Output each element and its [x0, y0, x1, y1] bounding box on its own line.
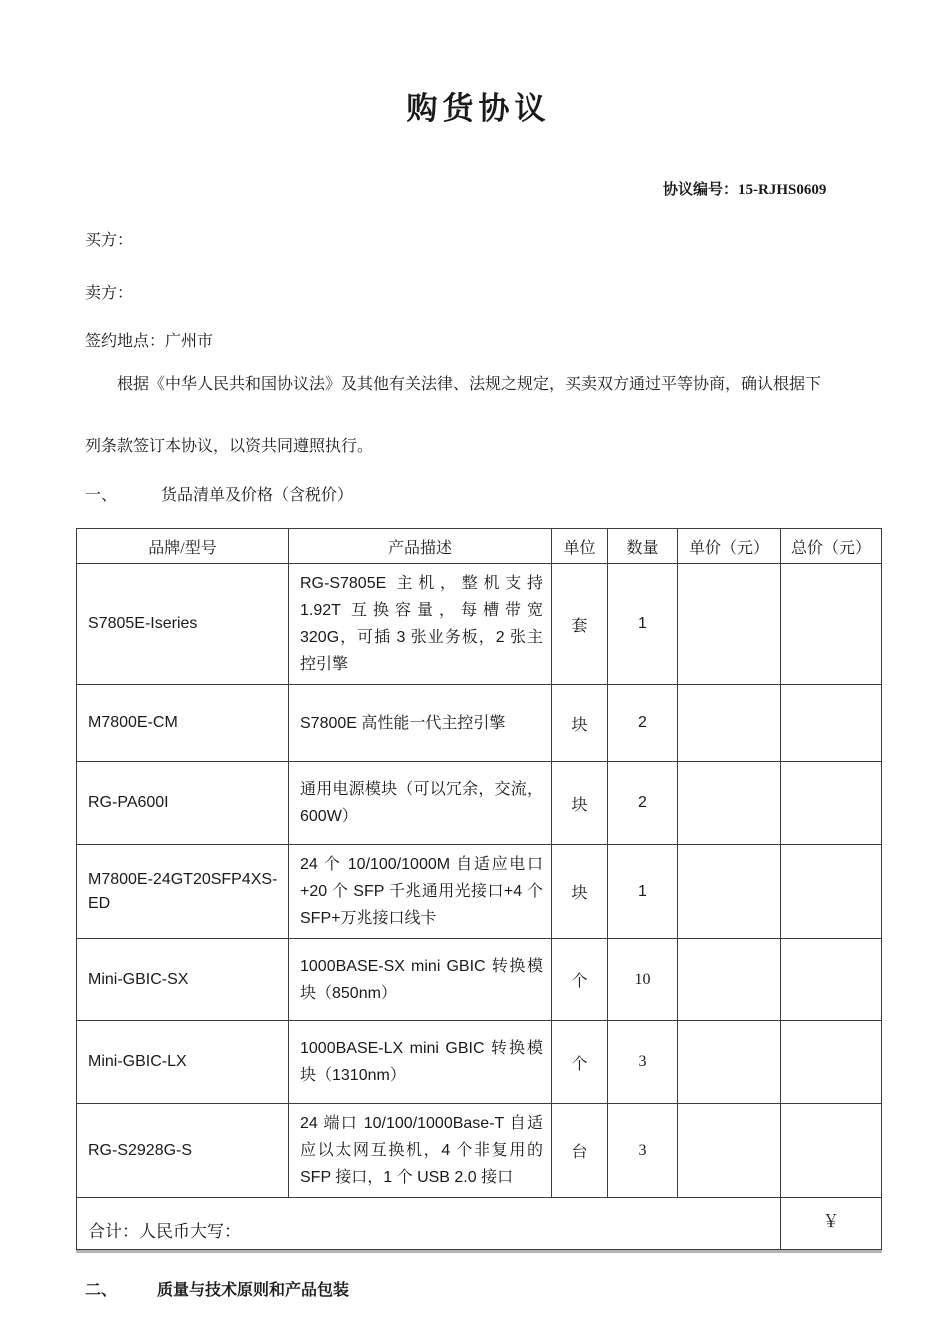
- section-2-number: 二、: [85, 1280, 118, 1299]
- section-2-title: 质量与技术原则和产品包装: [157, 1280, 350, 1299]
- section-1-title: 货品清单及价格（含税价）: [161, 487, 354, 504]
- description-cell: RG-S7805E 主机，整机支持 1.92T 互换容量，每槽带宽 320G，可插 3 张业务板，2 张主控引擎: [289, 564, 552, 685]
- table-header-row: [77, 529, 882, 564]
- sign-place-line: 签约地点：广州市: [85, 333, 214, 350]
- total-price-cell: [781, 762, 882, 845]
- unit-cell: 套: [552, 564, 608, 685]
- total-price-cell: [781, 845, 882, 939]
- description-cell: 通用电源模块（可以冗余，交流，600W）: [289, 762, 552, 845]
- total-currency-cell: ￥: [781, 1198, 882, 1250]
- description-cell: S7800E 高性能一代主控引擎: [289, 685, 552, 762]
- unit-cell: 个: [552, 1021, 608, 1104]
- unit-price-cell: [678, 1021, 781, 1104]
- total-price-cell: [781, 939, 882, 1021]
- product-row: [77, 1021, 882, 1104]
- table-header-cell: 单位: [552, 529, 608, 564]
- unit-price-cell: [678, 564, 781, 685]
- quantity-cell: 3: [608, 1021, 678, 1104]
- total-row: [77, 1198, 882, 1250]
- table-header-cell: 总价（元）: [781, 529, 882, 564]
- products-table: [76, 528, 882, 1250]
- total-price-cell: [781, 564, 882, 685]
- product-row: [77, 564, 882, 685]
- table-header-cell: 品牌/型号: [77, 529, 289, 564]
- unit-cell: 块: [552, 762, 608, 845]
- model-cell: M7800E-CM: [77, 685, 289, 762]
- total-price-cell: [781, 1021, 882, 1104]
- model-cell: Mini-GBIC-LX: [77, 1021, 289, 1104]
- unit-cell: 台: [552, 1104, 608, 1198]
- product-row: [77, 939, 882, 1021]
- unit-cell: 个: [552, 939, 608, 1021]
- total-price-cell: [781, 1104, 882, 1198]
- table-header-cell: 单价（元）: [678, 529, 781, 564]
- description-cell: 1000BASE-LX mini GBIC 转换模块（1310nm）: [289, 1021, 552, 1104]
- quantity-cell: 2: [608, 762, 678, 845]
- model-cell: S7805E-Iseries: [77, 564, 289, 685]
- quantity-cell: 3: [608, 1104, 678, 1198]
- seller-line: 卖方：: [85, 285, 134, 302]
- page-title: 购货协议: [406, 91, 551, 126]
- product-row: [77, 845, 882, 939]
- unit-price-cell: [678, 685, 781, 762]
- product-row: [77, 1104, 882, 1198]
- agreement-number: 协议编号：15-RJHS0609: [663, 182, 827, 198]
- unit-cell: 块: [552, 685, 608, 762]
- unit-price-cell: [678, 762, 781, 845]
- quantity-cell: 1: [608, 845, 678, 939]
- section-1-number: 一、: [85, 487, 118, 504]
- model-cell: M7800E-24GT20SFP4XS-ED: [77, 845, 289, 939]
- quantity-cell: 10: [608, 939, 678, 1021]
- table-header-cell: 数量: [608, 529, 678, 564]
- description-cell: 24 端口 10/100/1000Base-T 自适应以太网互换机，4 个非复用的 SFP 接口，1 个 USB 2.0 接口: [289, 1104, 552, 1198]
- section-1-heading: [85, 485, 872, 506]
- table-header-cell: 产品描述: [289, 529, 552, 564]
- model-cell: RG-S2928G-S: [77, 1104, 289, 1198]
- unit-price-cell: [678, 845, 781, 939]
- description-cell: 1000BASE-SX mini GBIC 转换模块（850nm）: [289, 939, 552, 1021]
- quantity-cell: 1: [608, 564, 678, 685]
- quantity-cell: 2: [608, 685, 678, 762]
- product-row: [77, 762, 882, 845]
- total-price-cell: [781, 685, 882, 762]
- unit-cell: 块: [552, 845, 608, 939]
- model-cell: Mini-GBIC-SX: [77, 939, 289, 1021]
- total-label-cell: 合计：人民币大写：: [77, 1198, 781, 1250]
- unit-price-cell: [678, 939, 781, 1021]
- intro-paragraph-line-1: 根据《中华人民共和国协议法》及其他有关法律、法规之规定，买卖双方通过平等协商，确认根据下: [117, 376, 822, 393]
- description-cell: 24 个 10/100/1000M 自适应电口+20 个 SFP 千兆通用光接口+4 个 SFP+万兆接口线卡: [289, 845, 552, 939]
- intro-paragraph-line-2: 列条款签订本协议，以资共同遵照执行。: [85, 438, 374, 455]
- model-cell: RG-PA600I: [77, 762, 289, 845]
- buyer-line: 买方：: [85, 232, 134, 249]
- section-2-heading: [85, 1279, 872, 1300]
- product-row: [77, 685, 882, 762]
- unit-price-cell: [678, 1104, 781, 1198]
